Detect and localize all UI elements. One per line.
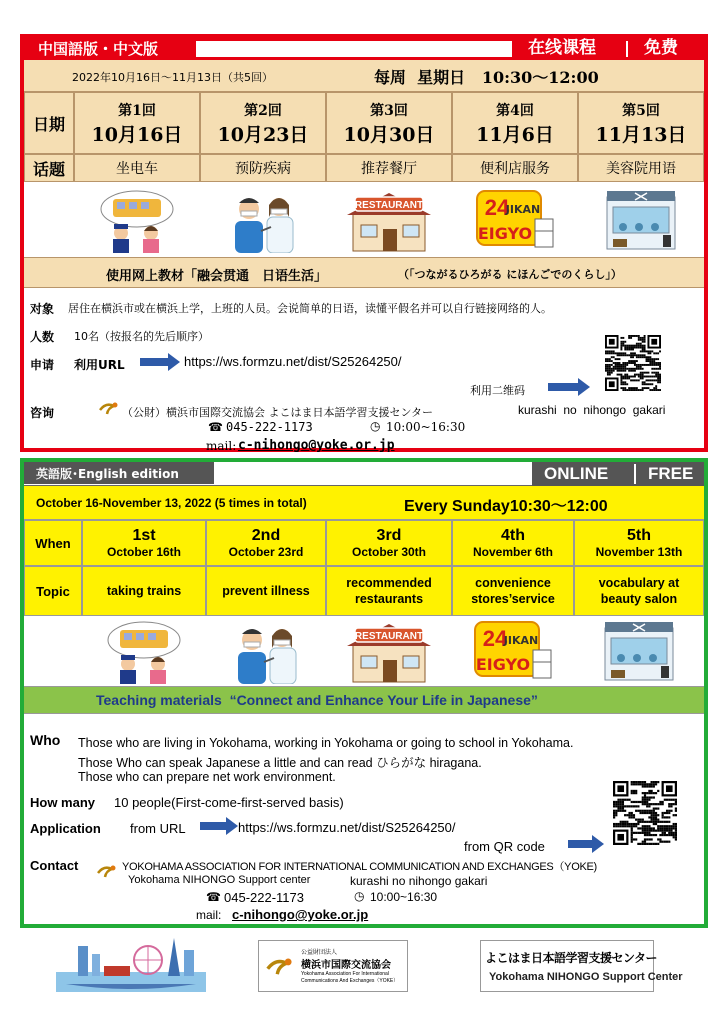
session-topic-cell: 美容院用语 bbox=[578, 154, 704, 182]
session-number: 第2回 bbox=[244, 102, 282, 119]
mail-label: mail: bbox=[206, 439, 237, 453]
session-date: October 16th bbox=[106, 545, 181, 559]
svg-text:EIGYO: EIGYO bbox=[477, 224, 533, 243]
logo-small-text: 公益財団法人 bbox=[301, 949, 338, 956]
howmany-label: How many bbox=[30, 795, 96, 810]
phone-icon: ☎ bbox=[206, 890, 221, 904]
contact-org: YOKOHAMA ASSOCIATION FOR INTERNATIONAL COMMUNICATION AND EXCHANGES（YOKE) bbox=[122, 861, 597, 873]
material-title: 使用网上教材「融会贯通 日语生活」 bbox=[106, 269, 328, 284]
svg-text:RESTAURANT: RESTAURANT bbox=[354, 200, 424, 211]
count-label: 人数 bbox=[30, 330, 55, 344]
material-title-jp: （「つながるひろがる にほんごでのくらし」） bbox=[398, 268, 622, 281]
application-url-link[interactable]: https://ws.formzu.net/dist/S25264250/ bbox=[238, 820, 456, 835]
svg-text:EIGYO: EIGYO bbox=[475, 655, 531, 674]
session-number: 4th bbox=[501, 527, 525, 544]
session-date-cell bbox=[452, 92, 578, 154]
session-date: 10月23日 bbox=[217, 123, 309, 146]
session-number: 1st bbox=[132, 527, 156, 544]
session-topic-cell: 坐电车 bbox=[74, 154, 200, 182]
session-date: 11月13日 bbox=[595, 123, 687, 146]
beauty-salon-illustration-icon bbox=[578, 184, 704, 256]
session-date: October 30th bbox=[351, 545, 426, 559]
restaurant-illustration-icon bbox=[326, 618, 452, 684]
convenience-store-illustration-icon bbox=[452, 184, 578, 256]
session-number: 3rd bbox=[376, 527, 402, 544]
date-row-label: 日期 bbox=[24, 92, 74, 154]
logo-name: 横浜市国際交流協会 bbox=[301, 960, 391, 971]
clock-icon: ◷ bbox=[354, 889, 365, 903]
session-date-cell bbox=[326, 92, 452, 154]
arrow-right-icon bbox=[548, 378, 590, 396]
train-illustration-icon bbox=[82, 618, 206, 684]
session-topic-cell: prevent illness bbox=[206, 566, 326, 616]
session-number: 第5回 bbox=[622, 102, 660, 119]
center-name-jp: よこはま日本語学習支援センター bbox=[485, 951, 658, 965]
session-topic-cell: convenience stores’service bbox=[452, 566, 574, 616]
session-date-cell bbox=[200, 92, 326, 154]
session-topic-cell: taking trains bbox=[82, 566, 206, 616]
session-topic-cell: 便利店服务 bbox=[452, 154, 578, 182]
session-number: 第4回 bbox=[496, 102, 534, 119]
header-divider bbox=[634, 464, 636, 484]
chinese-header-bar bbox=[24, 38, 704, 60]
session-date-cell bbox=[578, 92, 704, 154]
session-topic-cell: 预防疾病 bbox=[200, 154, 326, 182]
when-row-label: When bbox=[24, 520, 82, 566]
qr-label: 利用二维码 bbox=[470, 384, 525, 397]
arrow-right-icon bbox=[200, 817, 238, 835]
date-range: October 16-November 13, 2022 (5 times in total) bbox=[36, 496, 307, 510]
count-text: 10名（按报名的先后顺序） bbox=[74, 330, 209, 343]
free-label: FREE bbox=[648, 464, 694, 483]
session-number: 2nd bbox=[251, 527, 281, 544]
mail-label: mail: bbox=[196, 908, 222, 922]
session-date: November 6th bbox=[472, 545, 554, 559]
session-date: October 23rd bbox=[228, 545, 304, 559]
svg-text:JIKAN: JIKAN bbox=[505, 203, 541, 216]
english-header-bar bbox=[24, 462, 704, 486]
chinese-edition-tag: 中国語版・中文版 bbox=[38, 40, 159, 58]
weekly-schedule: 每周 星期日 10:30～12:00 bbox=[374, 68, 599, 87]
who-line-3: Those who can prepare net work environment. bbox=[78, 770, 336, 784]
yoke-logo-icon bbox=[265, 951, 295, 981]
topic-row-label: 话题 bbox=[24, 154, 74, 182]
date-range-row bbox=[24, 486, 704, 520]
date-range: 2022年10月16日～11月13日（共5回） bbox=[72, 71, 273, 84]
session-date-cell bbox=[452, 520, 574, 566]
free-label: 免费 bbox=[644, 38, 678, 58]
session-date: 10月30日 bbox=[343, 123, 435, 146]
session-date-cell bbox=[206, 520, 326, 566]
contact-label: 咨询 bbox=[30, 406, 55, 420]
material-row bbox=[24, 258, 704, 288]
who-line-2: Those Who can speak Japanese a little and can read ひらがな hiragana. bbox=[78, 756, 482, 770]
support-center-logo bbox=[480, 940, 683, 992]
mail-link[interactable]: c-nihongo@yoke.or.jp bbox=[232, 907, 369, 922]
header-blank-bar bbox=[196, 41, 512, 57]
who-label: Who bbox=[30, 732, 61, 748]
vaccination-illustration-icon bbox=[206, 618, 326, 684]
english-edition-tag: 英語版･English edition bbox=[36, 467, 179, 481]
target-text: 居住在横浜市或在横浜上学，上班的人员。会说简单的日语，读懂平假名并可以自行链接网络的人。 bbox=[68, 302, 552, 315]
session-number: 5th bbox=[627, 527, 651, 544]
header-divider bbox=[626, 41, 628, 57]
session-topic-cell: recommended restaurants bbox=[326, 566, 452, 616]
online-course-label: 在线课程 bbox=[528, 38, 596, 58]
english-section bbox=[20, 458, 708, 928]
contact-center: Yokohama NIHONGO Support center bbox=[128, 874, 311, 886]
restaurant-illustration-icon bbox=[326, 184, 452, 256]
arrow-right-icon bbox=[140, 353, 180, 371]
qr-code-icon[interactable] bbox=[604, 334, 662, 392]
office-hours: 10:00~16:30 bbox=[370, 890, 438, 904]
session-date: November 13th bbox=[595, 545, 683, 559]
yoke-logo-icon bbox=[96, 862, 118, 880]
topic-row-label: Topic bbox=[24, 566, 82, 616]
weekly-schedule: Every Sunday10:30～12:00 bbox=[404, 498, 608, 515]
target-label: 对象 bbox=[30, 302, 55, 316]
session-date-cell bbox=[326, 520, 452, 566]
english-header-right bbox=[532, 462, 704, 486]
contact-label: Contact bbox=[30, 858, 79, 873]
arrow-right-icon bbox=[568, 835, 604, 853]
session-number: 第1回 bbox=[118, 102, 156, 119]
svg-text:RESTAURANT: RESTAURANT bbox=[354, 631, 424, 642]
yokohama-skyline-image bbox=[56, 936, 206, 992]
application-label: Application bbox=[30, 821, 101, 836]
phone-number: 045-222-1173 bbox=[224, 890, 304, 905]
beauty-salon-illustration-icon bbox=[574, 618, 704, 684]
svg-text:24: 24 bbox=[482, 626, 508, 651]
apply-label: 申请 bbox=[30, 358, 55, 372]
svg-text:24: 24 bbox=[484, 195, 510, 220]
yoke-footer-logo bbox=[258, 940, 408, 992]
qr-code-icon[interactable] bbox=[612, 780, 678, 846]
qr-label: from QR code bbox=[464, 839, 545, 854]
apply-prefix: 利用URL bbox=[74, 358, 125, 372]
session-topic-cell: 推荐餐厅 bbox=[326, 154, 452, 182]
train-illustration-icon bbox=[74, 184, 200, 256]
mail-link[interactable]: c-nihongo@yoke.or.jp bbox=[238, 438, 395, 453]
phone-icon: ☎ bbox=[208, 420, 223, 434]
material-row bbox=[24, 686, 704, 714]
vaccination-illustration-icon bbox=[200, 184, 326, 256]
session-date-cell bbox=[574, 520, 704, 566]
date-range-row bbox=[24, 60, 704, 92]
center-name-en: Yokohama NIHONGO Support Center bbox=[489, 971, 683, 983]
apply-url-link[interactable]: https://ws.formzu.net/dist/S25264250/ bbox=[184, 354, 402, 369]
phone-number: 045-222-1173 bbox=[226, 420, 313, 434]
online-label: ONLINE bbox=[544, 464, 609, 483]
session-date: 11月6日 bbox=[476, 123, 554, 146]
application-prefix: from URL bbox=[130, 821, 186, 836]
svg-text:JIKAN: JIKAN bbox=[503, 634, 539, 647]
convenience-store-illustration-icon bbox=[452, 618, 574, 684]
session-date-cell bbox=[82, 520, 206, 566]
chinese-section bbox=[20, 34, 708, 452]
contact-romaji: kurashi no nihongo gakari bbox=[518, 403, 666, 417]
session-date-cell bbox=[74, 92, 200, 154]
who-line-1: Those who are living in Yokohama, working in Yokohama or going to school in Yokohama. bbox=[78, 736, 574, 750]
session-date: 10月16日 bbox=[91, 123, 183, 146]
office-hours: 10:00~16:30 bbox=[386, 420, 466, 434]
contact-org: （公財）横浜市国際交流協会 よこはま日本語学習支援センター bbox=[122, 406, 434, 419]
howmany-text: 10 people(First-come-first-served basis) bbox=[114, 795, 344, 810]
yoke-logo-icon bbox=[98, 400, 120, 416]
english-edition-tag-bg bbox=[24, 462, 214, 484]
material-title: Teaching materials “Connect and Enhance Your Life in Japanese” bbox=[96, 692, 538, 708]
logo-en: Yokohama Association For International Communications And Exchanges（YOKE） bbox=[301, 971, 399, 984]
session-topic-cell: vocabulary at beauty salon bbox=[574, 566, 704, 616]
contact-romaji: kurashi no nihongo gakari bbox=[350, 874, 488, 888]
clock-icon: ◷ bbox=[370, 419, 381, 433]
session-number: 第3回 bbox=[370, 102, 408, 119]
